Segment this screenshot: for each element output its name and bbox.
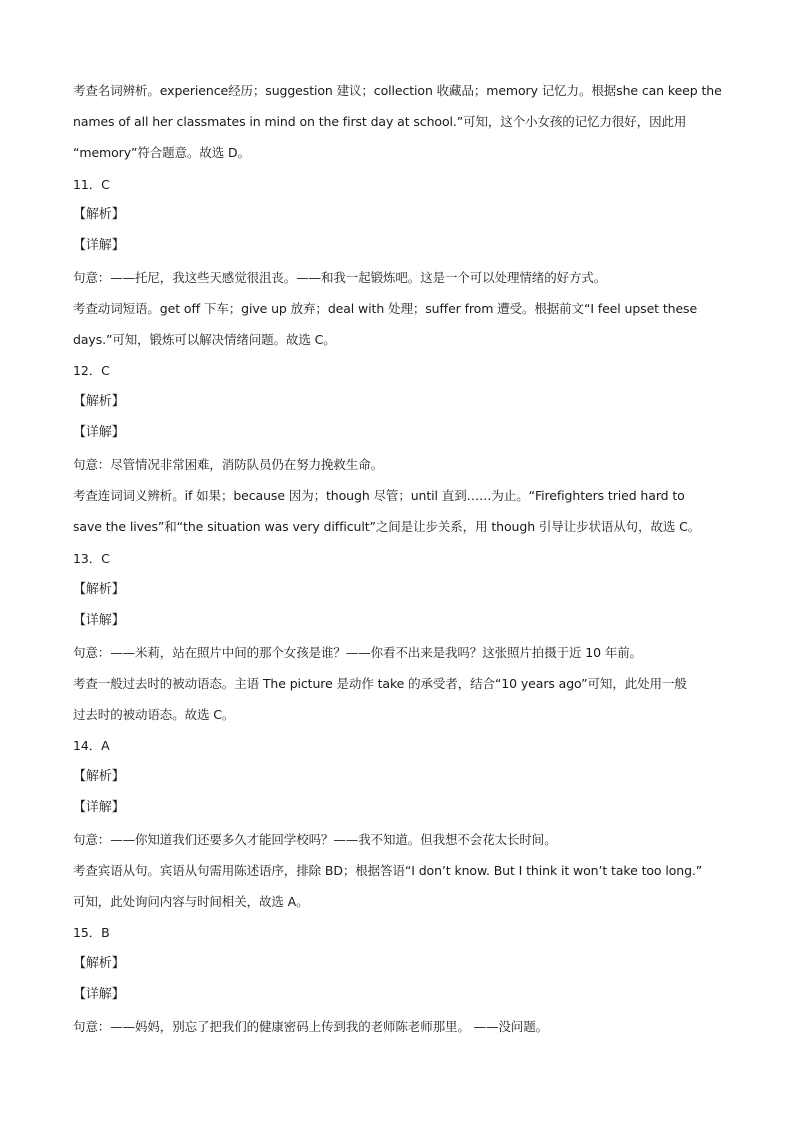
- question-number-13: 13．C: [73, 551, 110, 566]
- detail-label: 【详解】: [73, 425, 125, 440]
- question-number-14: 14．A: [73, 738, 110, 753]
- analysis-label: 【解析】: [73, 956, 125, 971]
- explanation-line: 句意：——托尼，我这些天感觉很沮丧。——和我一起锻炼吧。这是一个可以处理情绪的好方式。: [73, 270, 607, 285]
- explanation-line: 句意：——妈妈，别忘了把我们的健康密码上传到我的老师陈老师那里。 ——没问题。: [73, 1019, 549, 1034]
- explanation-line: 句意：——你知道我们还要多久才能回学校吗？——我不知道。但我想不会花太长时间。: [73, 832, 557, 847]
- explanation-line: 可知，此处询问内容与时间相关，故选 A。: [73, 894, 309, 909]
- detail-label: 【详解】: [73, 613, 125, 628]
- intro-line-1: 考查名词辨析。experience经历；suggestion 建议；collection 收藏品；memory 记忆力。根据she can keep the: [73, 83, 722, 98]
- explanation-line: days.”可知，锻炼可以解决情绪问题。故选 C。: [73, 332, 336, 347]
- detail-label: 【详解】: [73, 800, 125, 815]
- explanation-line: 考查连词词义辨析。if 如果；because 因为；though 尽管；until 直到……为止。“Firefighters tried hard to: [73, 488, 685, 503]
- analysis-label: 【解析】: [73, 769, 125, 784]
- intro-line-3: “memory”符合题意。故选 D。: [73, 145, 250, 160]
- analysis-label: 【解析】: [73, 582, 125, 597]
- explanation-line: 句意：尽管情况非常困难，消防队员仍在努力挽救生命。: [73, 457, 384, 472]
- explanation-line: save the lives”和“the situation was very difficult”之间是让步关系，用 though 引导让步状语从句，故选 C。: [73, 519, 701, 534]
- analysis-label: 【解析】: [73, 394, 125, 409]
- explanation-line: 句意：——米莉，站在照片中间的那个女孩是谁？——你看不出来是我吗？这张照片拍摄于近 10 年前。: [73, 645, 643, 660]
- explanation-line: 考查宾语从句。宾语从句需用陈述语序，排除 BD；根据答语“I don’t know. But I think it won’t take too long.”: [73, 863, 703, 878]
- explanation-line: 考查一般过去时的被动语态。主语 The picture 是动作 take 的承受者，结合“10 years ago”可知，此处用一般: [73, 676, 687, 691]
- question-number-15: 15．B: [73, 925, 110, 940]
- question-number-11: 11．C: [73, 177, 110, 192]
- question-number-12: 12．C: [73, 363, 110, 378]
- intro-line-2: names of all her classmates in mind on the first day at school.”可知，这个小女孩的记忆力很好，因此用: [73, 114, 687, 129]
- detail-label: 【详解】: [73, 987, 125, 1002]
- detail-label: 【详解】: [73, 238, 125, 253]
- explanation-line: 过去时的被动语态。故选 C。: [73, 707, 235, 722]
- explanation-line: 考查动词短语。get off 下车；give up 放弃；deal with 处理；suffer from 遭受。根据前文“I feel upset these: [73, 301, 698, 316]
- analysis-label: 【解析】: [73, 207, 125, 222]
